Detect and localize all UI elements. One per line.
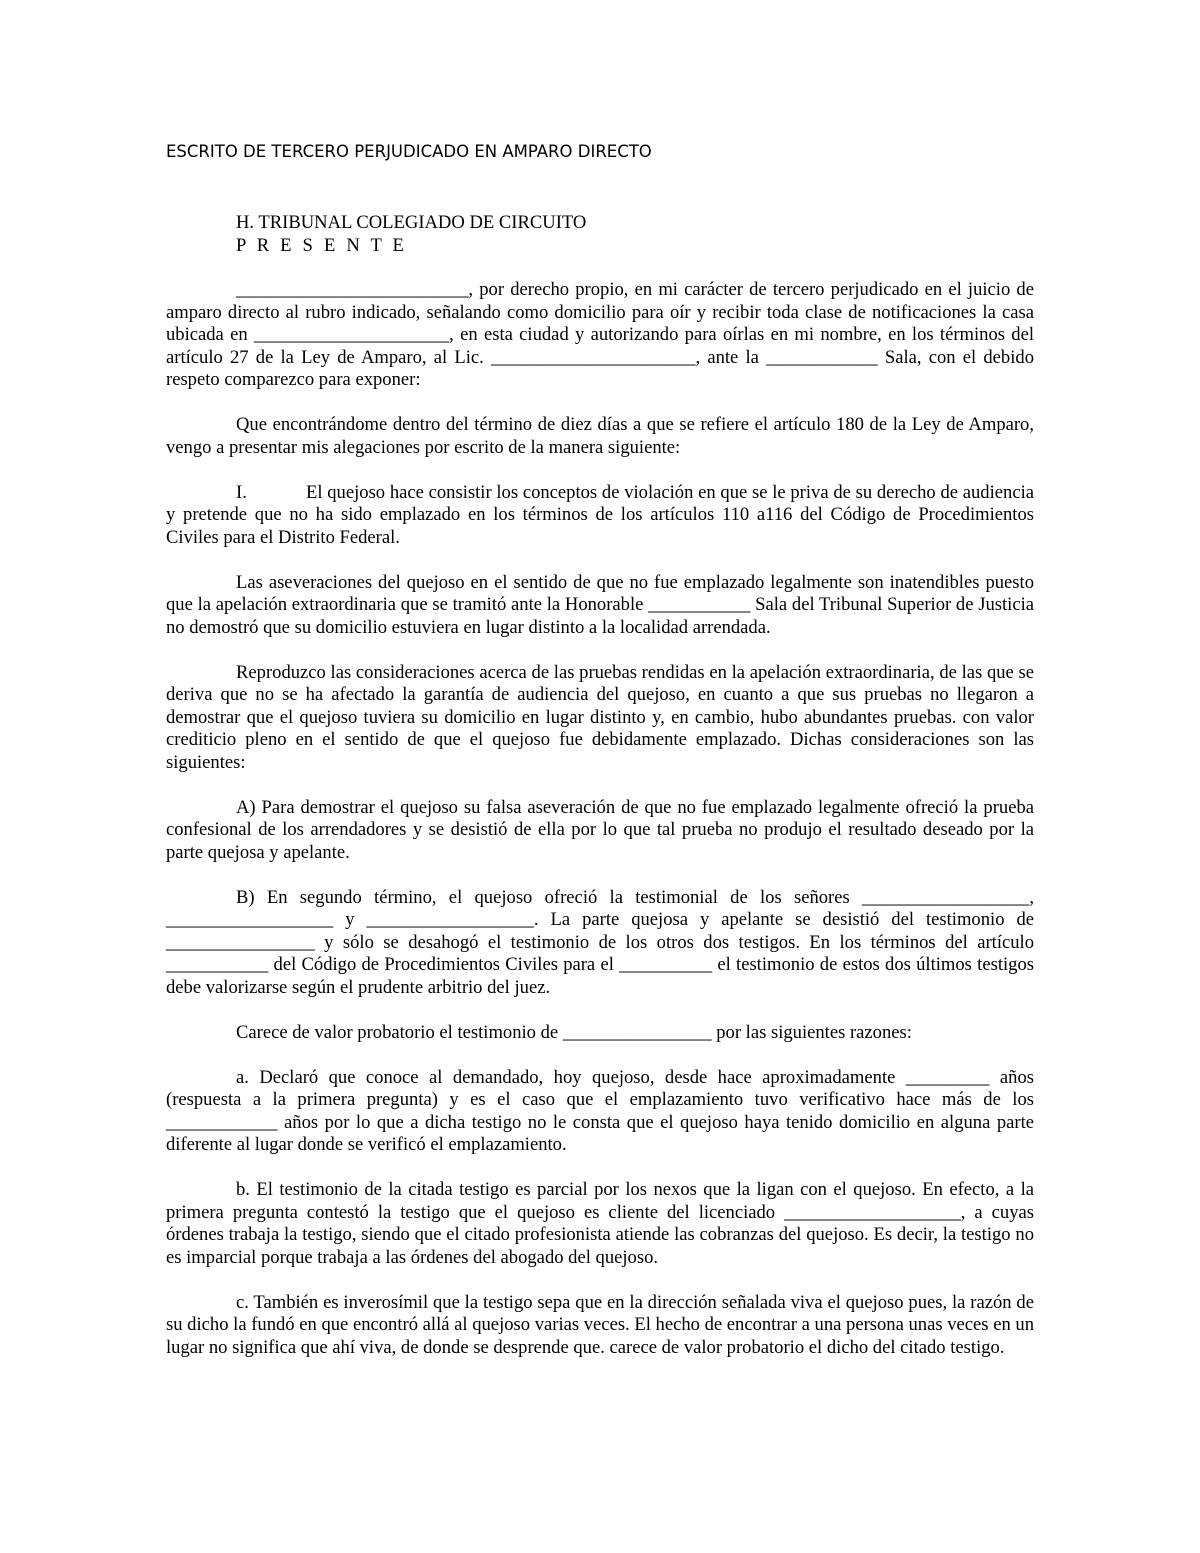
paragraph-reason-a: a. Declaró que conoce al demandado, hoy quejoso, desde hace aproximadamente _________ años (respuesta a la primera pregunta) y es el caso que el emplazamiento tuvo verificativo hace más de los ____________ años por lo que a dicha testigo no le consta que el quejoso haya tenido domicilio en alguna parte diferente al lugar donde se verificó el emplazamiento. <box>166 1066 1034 1155</box>
addressee-presente: P R E S E N T E <box>236 234 408 256</box>
paragraph-point-a: A) Para demostrar el quejoso su falsa aseveración de que no fue emplazado legalmente ofreció la prueba confesional de los arrendadores y se desistió de ella por lo que tal prueba no produjo el resultado deseado por la parte quejosa y apelante. <box>166 796 1034 863</box>
document-body <box>166 279 1034 1382</box>
numbered-item <box>166 482 1034 550</box>
paragraph-allegations-intro: Que encontrándome dentro del término de diez días a que se refiere el artículo 180 de la Ley de Amparo, vengo a presentar mis alegaciones por escrito de la manera siguiente: <box>166 414 1034 458</box>
addressee-court: H. TRIBUNAL COLEGIADO DE CIRCUITO <box>236 212 587 233</box>
paragraph-aseveraciones: Las aseveraciones del quejoso en el sentido de que no fue emplazado legalmente son inatendibles puesto que la apelación extraordinaria que se tramitó ante la Honorable ___________ Sala del Tribunal Superior de Justicia no demostró que su domicilio estuviera en lugar distinto a la localidad arrendada. <box>166 571 1034 638</box>
paragraph-reproduzco: Reproduzco las consideraciones acerca de las pruebas rendidas en la apelación extraordinaria, de las que se deriva que no se ha afectado la garantía de audiencia del quejoso, en cuanto a que sus pruebas no llegaron a demostrar que el quejoso tuviera su domicilio en lugar distinto y, en cambio, hubo abundantes pruebas. con valor crediticio pleno en el sentido de que el quejoso fue debidamente emplazado. Dichas consideraciones son las siguientes: <box>166 661 1034 773</box>
paragraph-point-b: B) En segundo término, el quejoso ofreció la testimonial de los señores __________________, __________________ y __________________. La parte quejosa y apelante se desistió del testimonio de ________________ y sólo se desahogó el testimonio de los otros dos testigos. En los términos del artículo ___________ del Código de Procedimientos Civiles para el __________ el testimonio de estos dos últimos testigos debe valorizarse según el prudente arbitrio del juez. <box>166 886 1034 998</box>
paragraph-carece: Carece de valor probatorio el testimonio de ________________ por las siguientes razones: <box>236 1021 912 1043</box>
item-text: El quejoso hace consistir los conceptos de violación en que se le priva de su derecho de audiencia y pretende que no ha sido emplazado en los términos de los artículos 110 a116 del Código de Procedimientos Civiles para el Distrito Federal. <box>166 481 1034 548</box>
paragraph-reason-c: c. También es inverosímil que la testigo sepa que en la dirección señalada viva el quejoso pues, la razón de su dicho la fundó en que encontró allá al quejoso varias veces. El hecho de encontrar a una persona unas veces en un lugar no significa que ahí viva, de donde se desprende que. carece de valor probatorio el dicho del citado testigo. <box>166 1291 1034 1358</box>
addressee-block <box>236 212 586 257</box>
paragraph-introduction: _________________________, por derecho propio, en mi carácter de tercero perjudicado en el juicio de amparo directo al rubro indicado, señalando como domicilio para oír y recibir toda clase de notificaciones la casa ubicada en _____________________, en esta ciudad y autorizando para oírlas en mi nombre, en los términos del artículo 27 de la Ley de Amparo, al Lic. ______________________, ante la ____________ Sala, con el debido respeto comparezco para exponer: <box>166 279 1034 390</box>
item-number: I. <box>236 481 247 503</box>
document-title: ESCRITO DE TERCERO PERJUDICADO EN AMPARO DIRECTO <box>166 142 652 161</box>
paragraph-reason-b: b. El testimonio de la citada testigo es parcial por los nexos que la ligan con el quejoso. En efecto, a la primera pregunta contestó la testigo que el quejoso es cliente del licenciado ___________________, a cuyas órdenes trabaja la testigo, siendo que el citado profesionista atiende las cobranzas del quejoso. Es decir, la testigo no es imparcial porque trabaja a las órdenes del abogado del quejoso. <box>166 1179 1034 1268</box>
